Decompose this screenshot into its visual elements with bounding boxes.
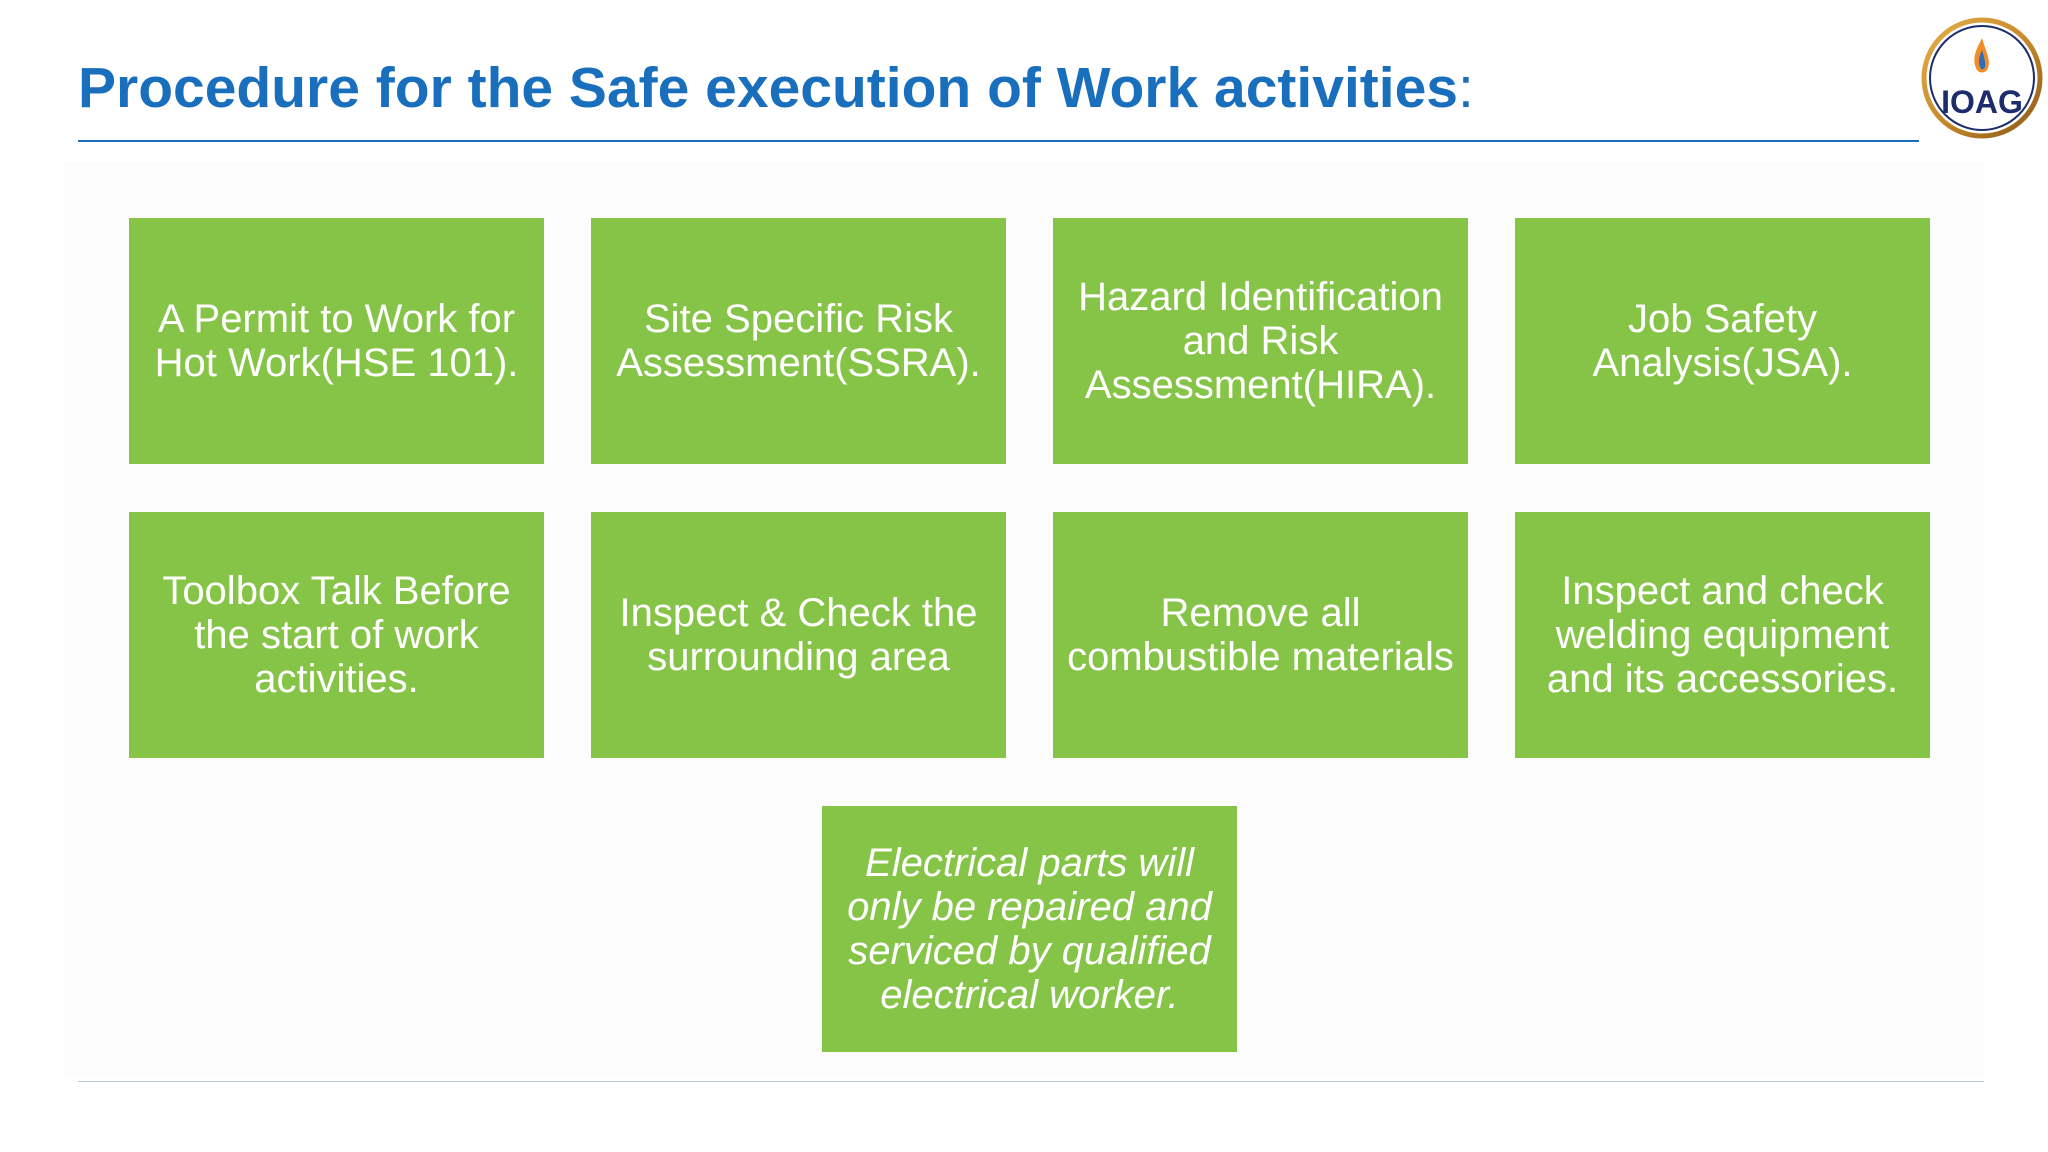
step-box-remove-combustibles: [1053, 512, 1468, 758]
step-box-jsa: [1515, 218, 1930, 464]
step-box-hira: [1053, 218, 1468, 464]
logo-text: IOAG: [1941, 84, 2023, 120]
slide-title: [78, 48, 1474, 128]
step-box-permit-to-work: [129, 218, 544, 464]
step-box-inspect-welding: [1515, 512, 1930, 758]
step-label: A Permit to Work for Hot Work(HSE 101).: [154, 297, 519, 385]
step-label: Toolbox Talk Before the start of work activities.: [162, 569, 511, 701]
step-label: Inspect & Check the surrounding area: [619, 591, 978, 679]
footer-divider: [78, 1081, 1984, 1082]
ioag-logo: [1920, 16, 2044, 140]
step-label: Hazard Identification and Risk Assessment(HIRA).: [1078, 275, 1443, 407]
slide-title-text: Procedure for the Safe execution of Work activities: [78, 56, 1458, 120]
step-box-toolbox-talk: [129, 512, 544, 758]
step-box-electrical-parts: [822, 806, 1237, 1052]
logo-ring-icon: [1920, 16, 2044, 140]
step-box-inspect-area: [591, 512, 1006, 758]
step-label: Remove all combustible materials: [1067, 591, 1454, 679]
step-label: Job Safety Analysis(JSA).: [1592, 297, 1853, 385]
step-label: Site Specific Risk Assessment(SSRA).: [616, 297, 981, 385]
step-box-ssra: [591, 218, 1006, 464]
title-underline: [78, 140, 1919, 142]
step-label: Inspect and check welding equipment and its accessories.: [1546, 569, 1899, 701]
step-label: Electrical parts will only be repaired and serviced by qualified electrical worker.: [847, 841, 1212, 1017]
slide-title-colon: :: [1458, 56, 1474, 120]
